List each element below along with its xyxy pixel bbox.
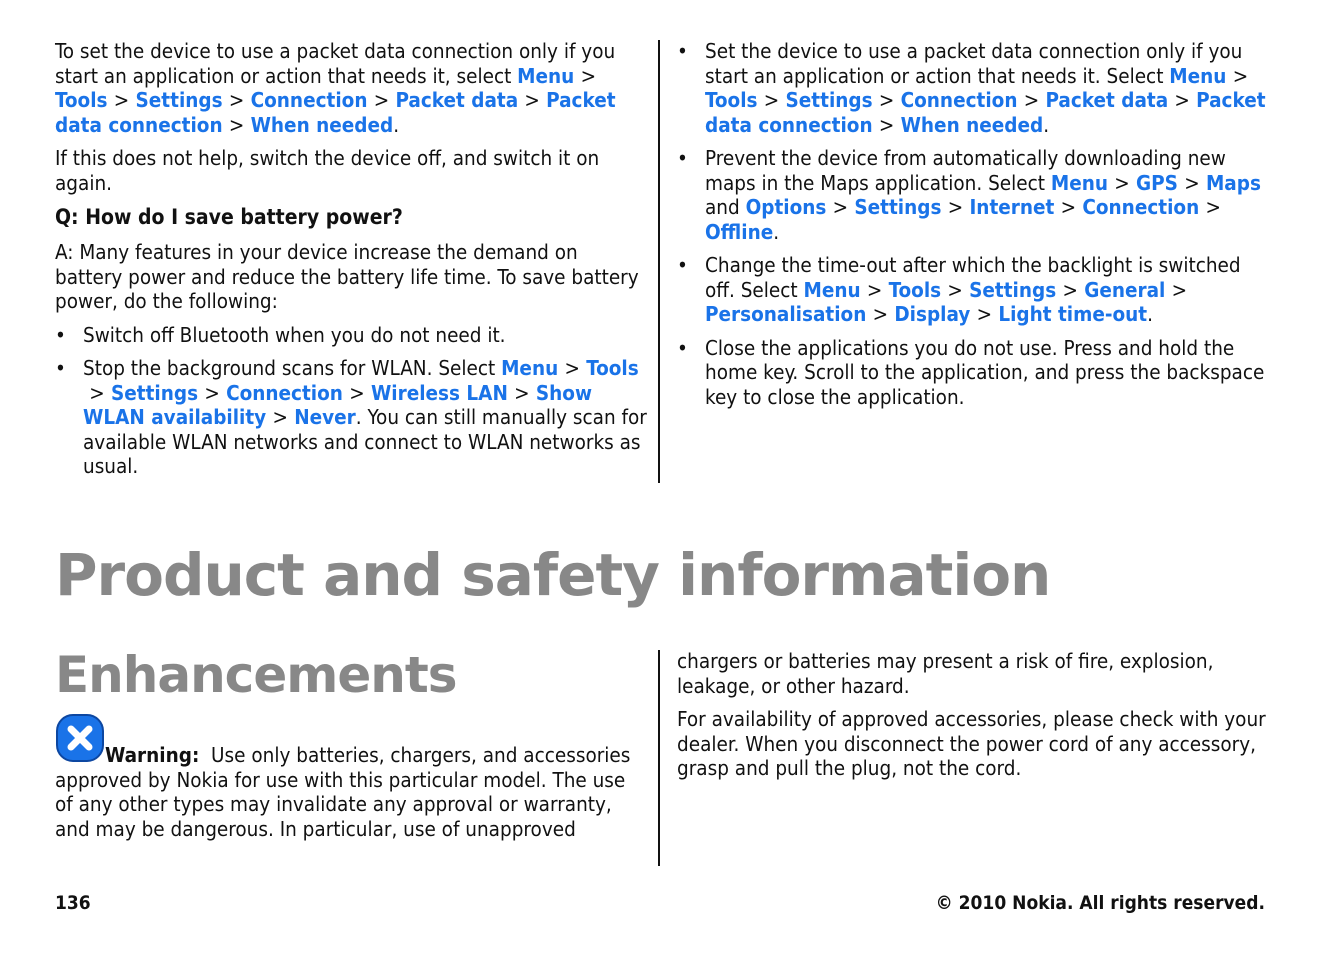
copyright: © 2010 Nokia. All rights reserved. <box>935 892 1265 914</box>
path-separator: > <box>1062 277 1078 302</box>
path-separator: > <box>204 380 220 405</box>
menu-link[interactable]: Show WLAN availability <box>83 380 593 429</box>
path-separator: > <box>1232 63 1249 88</box>
period: . <box>1043 112 1050 137</box>
path-separator: > <box>1174 88 1190 112</box>
menu-link[interactable]: Menu <box>501 356 559 380</box>
menu-link[interactable]: Settings <box>854 195 942 219</box>
path-separator: > <box>514 380 530 405</box>
menu-link[interactable]: When needed <box>900 112 1044 137</box>
tips-list <box>55 323 647 479</box>
path-separator: > <box>866 277 883 302</box>
switch-off-paragraph: If this does not help, switch the device off, and switch it on again. <box>55 146 600 195</box>
top-right-column <box>677 39 1269 418</box>
path-separator: > <box>564 356 580 380</box>
path-separator: > <box>228 88 245 112</box>
warning-label: Warning: <box>105 743 200 767</box>
period: . <box>773 219 780 244</box>
menu-link[interactable]: General <box>1084 277 1166 302</box>
menu-link[interactable]: Settings <box>969 277 1057 302</box>
list-item <box>55 323 647 348</box>
path-separator: > <box>878 112 895 137</box>
menu-link[interactable]: Tools <box>55 88 108 112</box>
menu-link[interactable]: When needed <box>250 112 394 137</box>
menu-link[interactable]: Options <box>745 195 827 219</box>
menu-link[interactable]: Packet data <box>395 88 519 112</box>
path-separator: > <box>524 88 540 112</box>
menu-link[interactable]: Packet data <box>1045 88 1169 112</box>
menu-link[interactable]: Wireless LAN <box>370 380 508 405</box>
path-separator: > <box>1184 170 1200 195</box>
path-separator: > <box>763 88 780 112</box>
menu-link[interactable]: Tools <box>705 88 758 112</box>
list-item <box>677 146 1269 244</box>
menu-link[interactable]: Packet data connection <box>705 88 1266 137</box>
bullet: • <box>55 322 66 347</box>
bullet: • <box>677 146 688 170</box>
list-item <box>677 39 1269 137</box>
path-separator: > <box>1114 170 1130 195</box>
packet-data-paragraph <box>55 39 647 137</box>
menu-path <box>1051 171 1261 195</box>
path-separator: > <box>1171 277 1188 302</box>
path-separator: > <box>373 88 390 112</box>
warning-paragraph <box>55 743 647 841</box>
list-item-text: and <box>705 195 746 219</box>
path-separator: > <box>976 302 993 326</box>
menu-link[interactable]: Maps <box>1205 170 1261 195</box>
menu-link[interactable]: Never <box>294 405 356 429</box>
menu-link[interactable]: Settings <box>135 88 223 112</box>
menu-link[interactable]: Tools <box>888 277 942 302</box>
list-item-text: . You can still manually scan for available WLAN networks and connect to WLAN networks as usual. <box>83 405 647 478</box>
path-separator: > <box>89 380 105 405</box>
list-item-text: Switch off Bluetooth when you do not need it. <box>83 322 506 347</box>
menu-link[interactable]: Personalisation <box>705 302 867 326</box>
hazard-paragraph: chargers or batteries may present a risk of fire, explosion, leakage, or other hazard. <box>677 649 1214 698</box>
list-item-text: Change the time-out after which the backlight is switched off. Select <box>705 253 1241 302</box>
menu-link[interactable]: GPS <box>1136 170 1178 195</box>
menu-link[interactable]: Settings <box>111 380 199 405</box>
bullet: • <box>677 253 688 277</box>
menu-link[interactable]: Internet <box>969 195 1055 219</box>
warning-text: Use only batteries, chargers, and accessories approved by Nokia for use with this particular model. The use of any other types may invalidate any approval or warranty, and may be dangerous. In particular, use of unapproved <box>55 743 631 841</box>
bullet: • <box>677 335 688 360</box>
list-item <box>55 356 647 479</box>
path-separator: > <box>947 277 963 302</box>
menu-link[interactable]: Connection <box>900 88 1018 112</box>
menu-link[interactable]: Menu <box>1169 63 1227 88</box>
path-separator: > <box>349 380 365 405</box>
top-left-column <box>55 39 647 488</box>
path-separator: > <box>228 112 245 137</box>
bottom-right-column <box>677 649 1269 790</box>
path-separator: > <box>272 405 288 429</box>
path-separator: > <box>878 88 895 112</box>
list-item-text: Set the device to use a packet data connection only if you start an application or action that needs it. Select <box>705 39 1243 88</box>
page-number: 136 <box>55 892 91 914</box>
menu-link[interactable]: Light time-out <box>998 302 1148 326</box>
path-separator: > <box>1060 195 1077 219</box>
column-divider <box>658 40 660 483</box>
list-item <box>677 336 1269 410</box>
menu-link[interactable]: Packet data connection <box>55 88 616 137</box>
answer-paragraph: A: Many features in your device increase the demand on battery power and reduce the battery life time. To save battery power, do the following: <box>55 240 639 313</box>
menu-link[interactable]: Connection <box>1082 195 1200 219</box>
period: . <box>393 112 400 137</box>
path-separator: > <box>1023 88 1040 112</box>
paragraph-text: To set the device to use a packet data connection only if you start an application or action that needs it, select <box>55 39 616 88</box>
menu-link[interactable]: Connection <box>250 88 368 112</box>
path-separator: > <box>113 88 130 112</box>
bullet: • <box>55 356 66 380</box>
period: . <box>1147 302 1153 326</box>
question-heading: Q: How do I save battery power? <box>55 205 403 229</box>
menu-link[interactable]: Settings <box>785 88 873 112</box>
path-separator: > <box>580 63 597 88</box>
warning-block <box>55 743 647 850</box>
list-item <box>677 253 1269 327</box>
menu-link[interactable]: Display <box>894 302 971 326</box>
menu-link[interactable]: Tools <box>586 356 639 380</box>
path-separator: > <box>1205 195 1221 219</box>
list-item-text: Close the applications you do not use. Press and hold the home key. Scroll to the application, and press the backspace key to close the application. <box>705 335 1265 409</box>
menu-link[interactable]: Menu <box>517 63 575 88</box>
availability-paragraph: For availability of approved accessories, please check with your dealer. When you disconnect the power cord of any accessory, grasp and pull the plug, not the cord. <box>677 707 1266 780</box>
tips-list <box>677 39 1269 409</box>
path-separator: > <box>872 302 889 326</box>
section-title: Enhancements <box>55 646 457 704</box>
list-item-text: Prevent the device from automatically downloading new maps in the Maps application. Select <box>705 146 1226 195</box>
chapter-title: Product and safety information <box>55 541 1051 609</box>
column-divider <box>658 650 660 866</box>
path-separator: > <box>947 195 964 219</box>
menu-link[interactable]: Connection <box>226 380 343 405</box>
list-item-text: Stop the background scans for WLAN. Select <box>83 356 502 380</box>
bullet: • <box>677 39 688 63</box>
menu-link[interactable]: Menu <box>803 277 861 302</box>
menu-link[interactable]: Menu <box>1050 170 1108 195</box>
menu-link[interactable]: Offline <box>705 219 774 244</box>
menu-path <box>705 195 1227 244</box>
path-separator: > <box>832 195 849 219</box>
